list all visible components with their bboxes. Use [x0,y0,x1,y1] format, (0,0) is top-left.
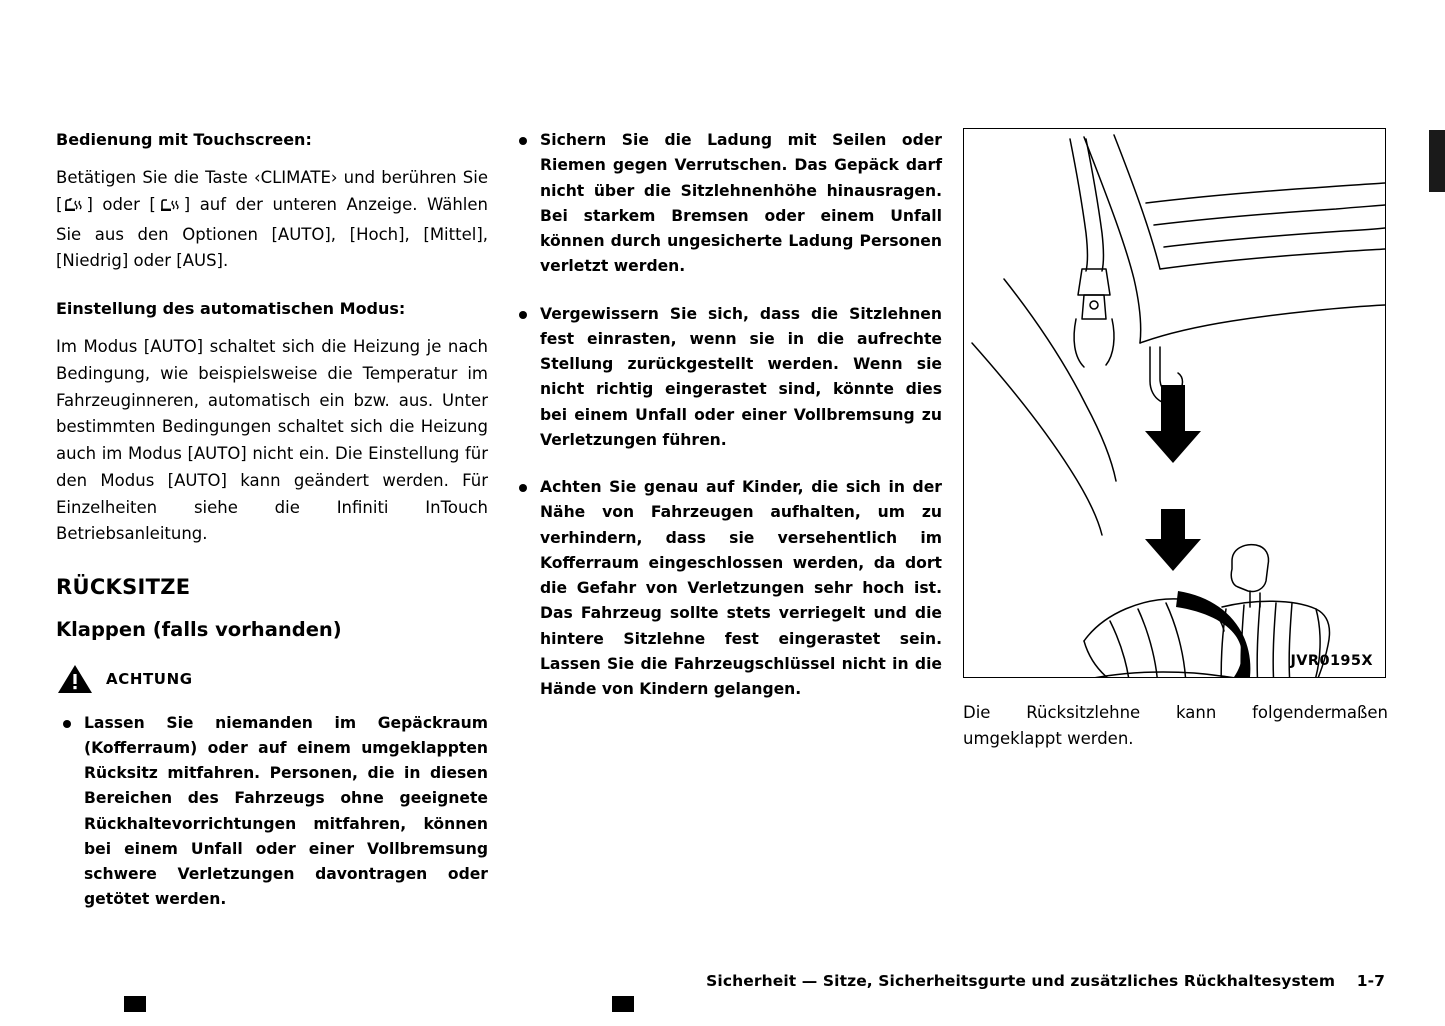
warning-label: ACHTUNG [106,669,193,688]
down-arrow-icon [1145,385,1201,463]
list-item: Sichern Sie die Ladung mit Seilen oder Riemen gegen Verrutschen. Das Gepäck darf nicht über die Sitzlehnenhöhe hinausragen. Bei starkem Bremsen oder einem Unfall können durch ungesicherte Ladung Personen verletzt werden. [512,128,942,280]
left-column [56,128,488,913]
figure-caption: Die Rücksitzlehne kann folgendermaßen umgeklappt werden. [963,703,1388,749]
paragraph-touchscreen-operation [56,165,488,275]
page-footer [0,972,1445,990]
seat-heater-alt-icon [157,195,183,222]
touchscreen-line-1: Betätigen Sie die Taste ‹CLIMATE› und berühren [56,168,457,188]
warning-bullet-list [56,711,488,913]
warning-bullet-list-continued [512,128,942,702]
subheading-auto-mode: Einstellung des automatischen Modus: [56,299,406,319]
rotation-arrow-icon [1176,591,1264,677]
paragraph-auto-mode: Im Modus [AUTO] schaltet sich die Heizung je nach Bedingung, wie beispielsweise die Temperatur im Fahrzeuginneren, automatisch ein bzw. aus. Unter bestimmten Bedingungen schaltet sich die Heizung auch im Modus [AUTO] nicht ein. Die Einstellung für den Modus [AUTO] kann geändert werden. Für Einzelheiten siehe die Infiniti InTouch Betriebsanleitung. [56,337,488,544]
print-registration-mark-middle [612,996,634,1012]
section-subtitle-folding: Klappen (falls vorhanden) [56,618,342,642]
print-registration-mark-left [124,996,146,1012]
warning-triangle-icon [56,663,94,695]
down-arrow-icon-2 [1145,509,1201,571]
middle-column [512,128,942,702]
warning-header [56,663,488,695]
touchscreen-line-2: ] oder [ [86,194,156,214]
subheading-touchscreen-operation: Bedienung mit Touchscreen: [56,130,312,149]
right-column [963,128,1388,753]
list-item: Lassen Sie niemanden im Gepäckraum (Kofferraum) oder auf einem umgeklappten Rücksitz mitfahren. Personen, die in diesen Bereichen des Fahrzeugs ohne geeignete Rückhaltevorrichtungen mitfahren, können bei einem Unfall oder einer Vollbremsung schwere Verletzungen davontragen oder getötet werden. [56,711,488,913]
illustration-svg [964,129,1385,677]
touchscreen-line-3: ] auf der unteren Anzeige. Wählen Sie aus den Optionen [AUTO], [Hoch], [Mittel], [Niedrig] oder [AUS]. [56,194,488,271]
touchscreen-line-lead: Sie [ [56,168,488,214]
section-title-rear-seats: RÜCKSITZE [56,575,191,599]
list-item: Achten Sie genau auf Kinder, die sich in der Nähe von Fahrzeugen aufhalten, um zu verhindern, dass sie versehentlich im Kofferraum eingeschlossen werden, da dort die Gefahr von Verletzungen sehr hoch ist. Das Fahrzeug sollte stets verriegelt und die hintere Sitzlehne fest eingerastet sein. Lassen Sie die Fahrzeugschlüssel nicht in die Hände von Kindern gelangen. [512,475,942,702]
seat-heater-icon [63,195,85,222]
footer-chapter-title: Sicherheit — Sitze, Sicherheitsgurte und zusätzliches Rückhaltesystem [706,972,1336,990]
page-number: 1-7 [1356,972,1385,990]
list-item: Vergewissern Sie sich, dass die Sitzlehnen fest einrasten, wenn sie in die aufrechte Stellung zurückgestellt werden. Wenn sie nicht richtig eingerastet sind, könnte dies bei einem Unfall oder einer Vollbremsung zu Verletzungen führen. [512,302,942,454]
figure-code: JVR0195X [1290,653,1373,669]
rear-seat-folding-illustration [963,128,1386,678]
page-edge-tab [1429,130,1445,192]
